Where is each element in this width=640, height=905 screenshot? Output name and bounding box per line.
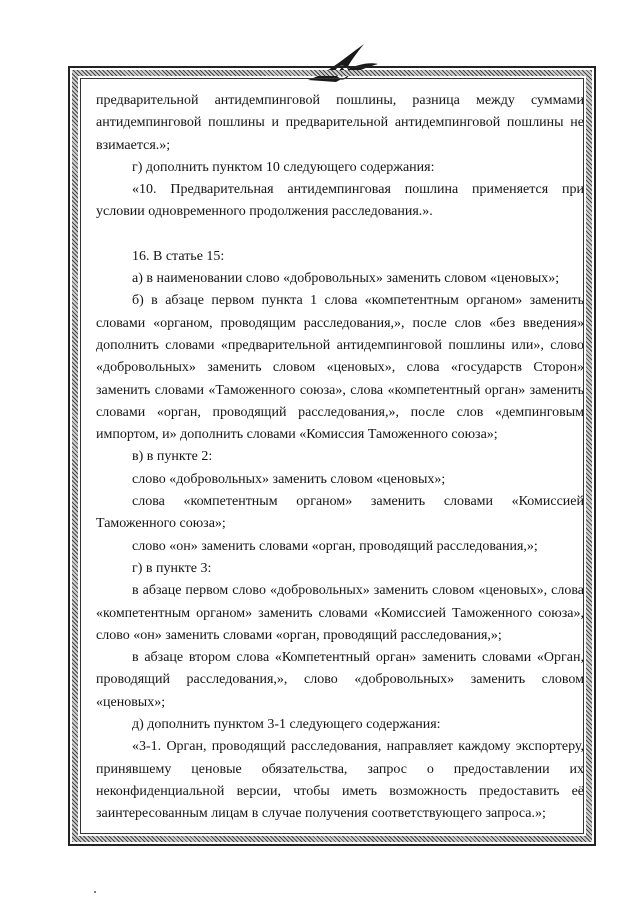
document-body [96, 90, 584, 826]
scan-speck [94, 891, 96, 893]
paragraph: б) в абзаце первом пункта 1 слова «компетентным органом» заменить словами «органом, проводящим расследования,», после слов «без введения» дополнить словами «предварительной антидемпинговой пошлины или», слово «добровольных» заменить словом «ценовых», слова «государств Сторон» заменить словами «Таможенного союза», слова «компетентный орган» заменить словами «орган, проводящий расследования,», после слов «демпинговым импортом, и» дополнить словами «Комиссия Таможенного союза»; [96, 293, 584, 443]
paragraph: г) дополнить пунктом 10 следующего содержания: [132, 159, 435, 175]
paragraph: в абзаце втором слова «Компетентный орган» заменить словами «Орган, проводящий расследования,», слово «добровольных» заменить словом «ценовых»; [96, 650, 584, 710]
paragraph: 16. В статье 15: [132, 248, 225, 264]
paragraph: слово «он» заменить словами «орган, проводящий расследования,»; [132, 538, 538, 554]
paragraph: слова «компетентным органом» заменить словами «Комиссией Таможенного союза»; [96, 494, 584, 532]
paragraph: предварительной антидемпинговой пошлины, разница между суммами антидемпинговой пошлины и предварительной антидемпинговой пошлины не взимается.»; [96, 93, 584, 153]
paragraph: в) в пункте 2: [132, 449, 213, 465]
paragraph: в абзаце первом слово «добровольных» заменить словом «ценовых», слова «компетентным органом» заменить словами «Комиссией Таможенного союза», слово «он» заменить словами «орган, проводящий расследования,»; [96, 583, 584, 643]
paragraph: слово «добровольных» заменить словом «ценовых»; [132, 471, 446, 487]
paragraph-gap [96, 224, 584, 246]
paragraph: «10. Предварительная антидемпинговая пошлина применяется при условии одновременного продолжения расследования.». [96, 182, 584, 220]
paragraph: а) в наименовании слово «добровольных» заменить словом «ценовых»; [132, 271, 560, 287]
paragraph: г) в пункте 3: [132, 560, 212, 576]
paragraph: д) дополнить пунктом 3-1 следующего содержания: [132, 717, 441, 733]
paragraph: «3-1. Орган, проводящий расследования, направляет каждому экспортеру, принявшему ценовые обязательства, запрос о предоставлении их неконфиденциальной версии, чтобы иметь возможность предоставить её заинтересованным лицам в случае получения соответствующего запроса.»; [96, 739, 584, 822]
